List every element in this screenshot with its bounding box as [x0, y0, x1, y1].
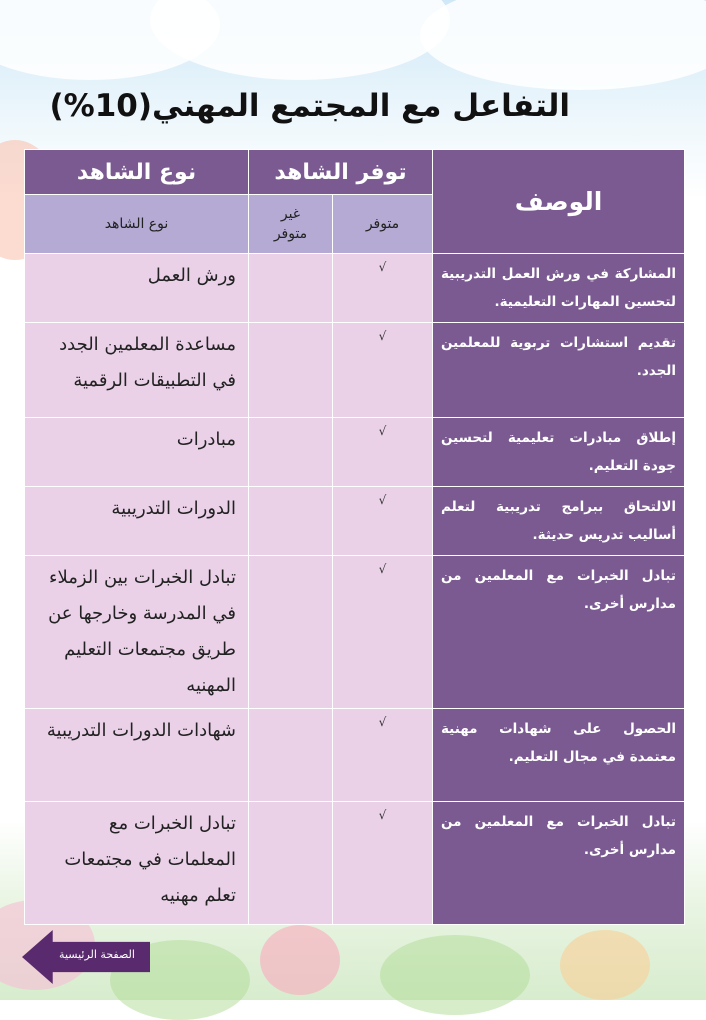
row-evidence: تبادل الخبرات مع المعلمات في مجتمعات تعلم مهنيه — [25, 802, 249, 925]
evidence-table — [24, 149, 685, 925]
row-evidence: مبادرات — [25, 418, 249, 487]
row-not-available — [249, 709, 333, 802]
subheader-not-available — [249, 195, 333, 254]
header-evidence-type: نوع الشاهد — [25, 150, 249, 195]
table-row — [25, 802, 685, 925]
row-available-check: √ — [333, 254, 433, 323]
home-page-button[interactable] — [22, 930, 150, 984]
row-evidence: الدورات التدريبية — [25, 487, 249, 556]
table-row — [25, 556, 685, 709]
row-evidence: ورش العمل — [25, 254, 249, 323]
home-page-label: الصفحة الرئيسية — [59, 948, 135, 961]
row-not-available — [249, 254, 333, 323]
row-not-available — [249, 323, 333, 418]
row-description: المشاركة في ورش العمل التدريبية لتحسين المهارات التعليمية. — [433, 254, 685, 323]
row-evidence: مساعدة المعلمين الجدد في التطبيقات الرقمية — [25, 323, 249, 418]
row-description: تبادل الخبرات مع المعلمين من مدارس أخرى. — [433, 802, 685, 925]
header-availability: توفر الشاهد — [249, 150, 433, 195]
subheader-available: متوفر — [333, 195, 433, 254]
row-description: تقديم استشارات تربوية للمعلمين الجدد. — [433, 323, 685, 418]
row-not-available — [249, 487, 333, 556]
row-available-check: √ — [333, 323, 433, 418]
header-description: الوصف — [433, 150, 685, 254]
table-row — [25, 254, 685, 323]
row-not-available — [249, 802, 333, 925]
row-description: إطلاق مبادرات تعليمية لتحسين جودة التعليم. — [433, 418, 685, 487]
row-description: الالتحاق ببرامج تدريبية لتعلم أساليب تدريس حديثة. — [433, 487, 685, 556]
page-title: التفاعل مع المجتمع المهني(10%) — [49, 88, 570, 124]
grass-decoration — [380, 935, 530, 1015]
row-available-check: √ — [333, 418, 433, 487]
row-available-check: √ — [333, 709, 433, 802]
row-not-available — [249, 418, 333, 487]
row-description: الحصول على شهادات مهنية معتمدة في مجال التعليم. — [433, 709, 685, 802]
row-evidence: تبادل الخبرات بين الزملاء في المدرسة وخارجها عن طريق مجتمعات التعليم المهنيه — [25, 556, 249, 709]
flower-decoration — [560, 930, 650, 1000]
subheader-evidence-type: نوع الشاهد — [25, 195, 249, 254]
subheader-not-available-line2: متوفر — [273, 226, 308, 242]
row-available-check: √ — [333, 487, 433, 556]
table-row — [25, 709, 685, 802]
row-available-check: √ — [333, 802, 433, 925]
row-evidence: شهادات الدورات التدريبية — [25, 709, 249, 802]
flower-decoration — [260, 925, 340, 995]
row-not-available — [249, 556, 333, 709]
table-row — [25, 487, 685, 556]
row-description: تبادل الخبرات مع المعلمين من مدارس أخرى. — [433, 556, 685, 709]
subheader-not-available-line1: غير — [280, 206, 301, 222]
row-available-check: √ — [333, 556, 433, 709]
table-row — [25, 323, 685, 418]
table-row — [25, 418, 685, 487]
